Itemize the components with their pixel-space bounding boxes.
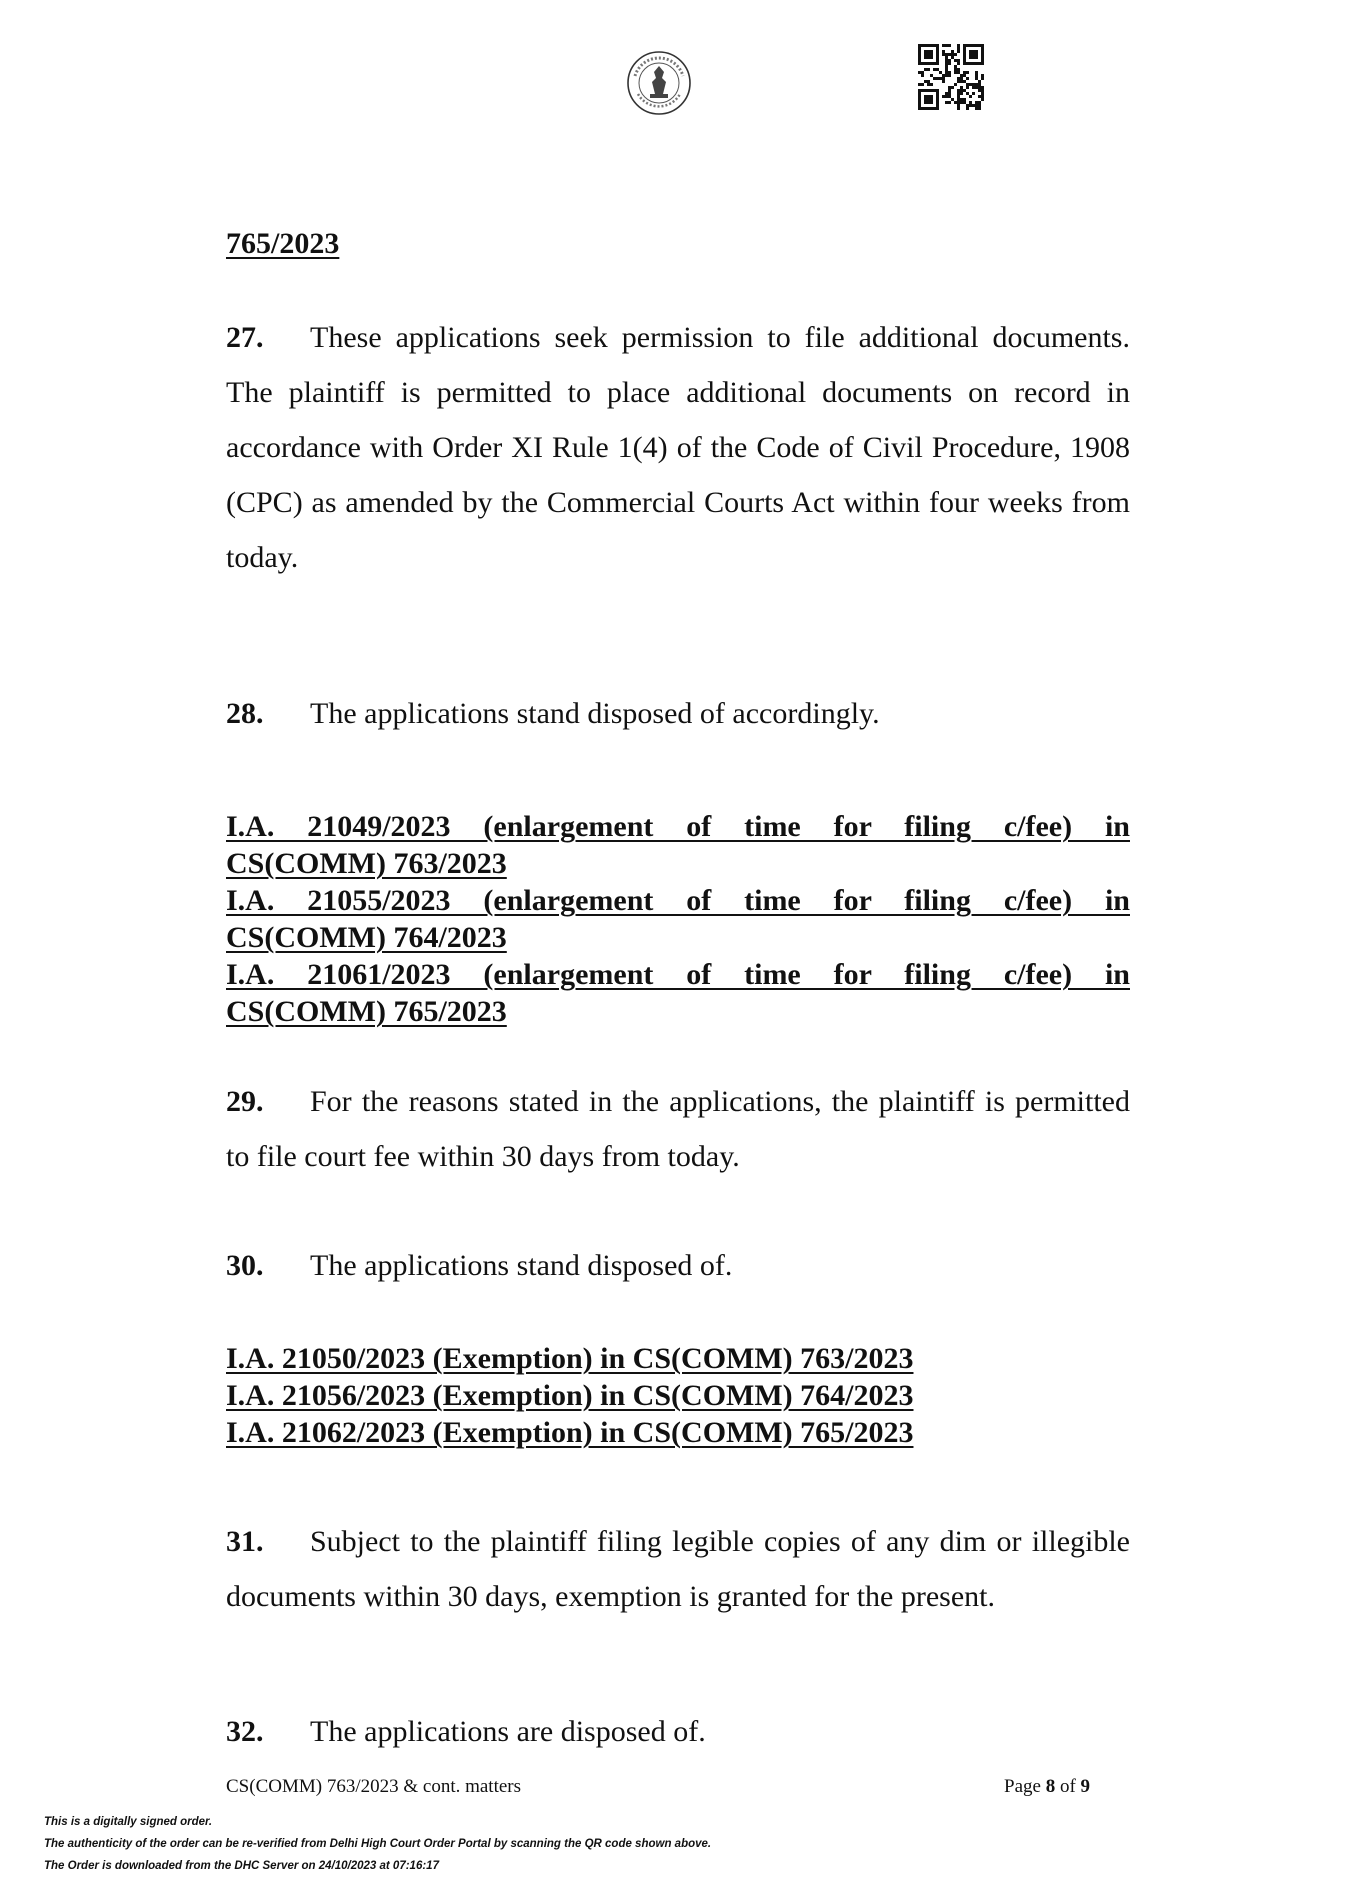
paragraph-number: 27. <box>226 321 264 354</box>
paragraph-number: 31. <box>226 1525 264 1558</box>
high-court-emblem-icon <box>626 50 692 116</box>
qr-code-icon <box>918 44 984 110</box>
paragraph-30 <box>226 1238 1130 1293</box>
application-heading-line: I.A. 21055/2023 (enlargement of time for filing c/fee) in <box>226 884 1130 917</box>
application-heading-line: I.A. 21050/2023 (Exemption) in CS(COMM) 763/2023 <box>226 1342 914 1375</box>
download-timestamp-note: The Order is downloaded from the DHC Server on 24/10/2023 at 07:16:17 <box>44 1860 439 1872</box>
paragraph-text: The applications are disposed of. <box>310 1715 706 1748</box>
paragraph-number: 30. <box>226 1249 264 1282</box>
paragraph-29 <box>226 1074 1130 1184</box>
paragraph-number: 28. <box>226 697 264 730</box>
paragraph-text: For the reasons stated in the applications, the plaintiff is permitted to file court fee within 30 days from today. <box>226 1085 1130 1173</box>
application-heading-line: I.A. 21056/2023 (Exemption) in CS(COMM) 764/2023 <box>226 1379 914 1412</box>
application-heading-line: CS(COMM) 765/2023 <box>226 995 507 1028</box>
authenticity-note: The authenticity of the order can be re-verified from Delhi High Court Order Portal by scanning the QR code shown above. <box>44 1838 712 1850</box>
application-heading-line: CS(COMM) 764/2023 <box>226 921 507 954</box>
paragraph-number: 29. <box>226 1085 264 1118</box>
paragraph-32 <box>226 1704 1130 1759</box>
paragraph-27 <box>226 310 1130 585</box>
paragraph-text: Subject to the plaintiff filing legible copies of any dim or illegible documents within 30 days, exemption is granted for the present. <box>226 1525 1130 1613</box>
application-heading-line: CS(COMM) 763/2023 <box>226 847 507 880</box>
digital-signature-note: This is a digitally signed order. <box>44 1816 213 1828</box>
paragraph-text: The applications stand disposed of accordingly. <box>310 697 880 730</box>
footer-case-reference: CS(COMM) 763/2023 & cont. matters <box>226 1776 522 1797</box>
application-heading-line: I.A. 21049/2023 (enlargement of time for filing c/fee) in <box>226 810 1130 843</box>
paragraph-text: The applications stand disposed of. <box>310 1249 733 1282</box>
exemption-application-headings <box>226 1340 1130 1451</box>
application-heading-line: I.A. 21061/2023 (enlargement of time for filing c/fee) in <box>226 958 1130 991</box>
paragraph-text: These applications seek permission to file additional documents. The plaintiff is permitted to place additional documents on record in accordance with Order XI Rule 1(4) of the Code of Civil Procedure, 1908 (CPC) as amended by the Commercial Courts Act within four weeks from today. <box>226 321 1130 574</box>
paragraph-number: 32. <box>226 1715 264 1748</box>
page-number: Page 8 of 9 <box>1004 1776 1091 1797</box>
fee-application-headings <box>226 808 1130 1030</box>
paragraph-31 <box>226 1514 1130 1624</box>
paragraph-28 <box>226 686 1130 741</box>
application-heading-line: I.A. 21062/2023 (Exemption) in CS(COMM) 765/2023 <box>226 1416 914 1449</box>
case-number-heading: 765/2023 <box>226 227 340 260</box>
